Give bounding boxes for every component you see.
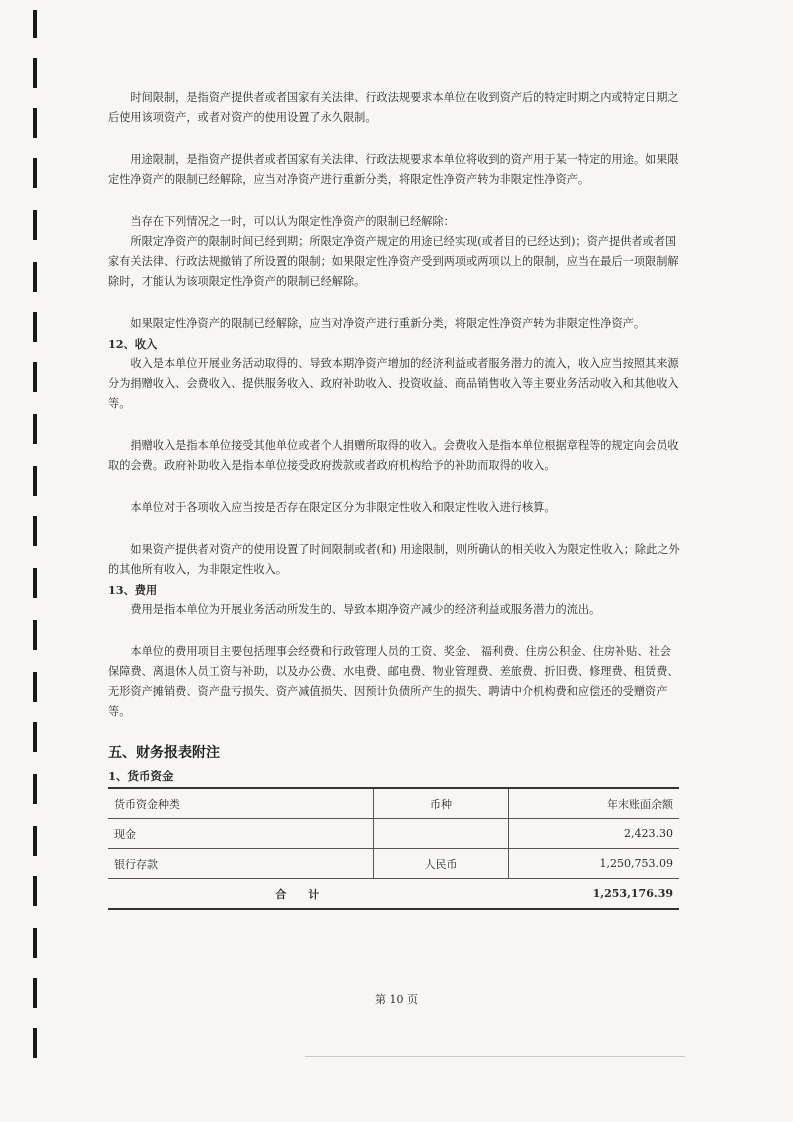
sub-title: 1、货币资金	[108, 769, 174, 783]
table-cell-balance: 1,250,753.09	[509, 849, 680, 879]
paragraph-reclassify: 如果限定性净资产的限制已经解除，应当对净资产进行重新分类，将限定性净资产转为非限定性净资产。	[130, 317, 646, 330]
binding-mark	[33, 210, 37, 240]
table-cell-type: 现金	[108, 819, 374, 849]
paragraph-time-limit: 时间限制，是指资产提供者或者国家有关法律、行政法规要求本单位在收到资产后的特定时期之内或特定日期之后使用该项资产，或者对资产的使用设置了永久限制。	[108, 91, 679, 124]
paragraph-expense-items: 本单位的费用项目主要包括理事会经费和行政管理人员的工资、奖金、 福利费、住房公积金、住房补贴、社会保障费、离退休人员工资与补助，以及办公费、水电费、邮电费、物业管理费、差旅费、折旧费、修理费、租赁费、无形资产摊销费、资产盘亏损失、资产减值损失、因预计负债所产生的损失、聘请中介机构费和应偿还的受赠资产等。	[108, 645, 679, 718]
paragraph-usage-limit: 用途限制，是指资产提供者或者国家有关法律、行政法规要求本单位将收到的资产用于某一特定的用途。如果限定性净资产的限制已经解除，应当对净资产进行重新分类，将限定性净资产转为非限定性净资产。	[108, 153, 679, 186]
paragraph-income-def: 收入是本单位开展业务活动取得的、导致本期净资产增加的经济利益或者服务潜力的流入，收入应当按照其来源分为捐赠收入、会费收入、提供服务收入、政府补助收入、投资收益、商品销售收入等主要业务活动收入和其他收入等。	[108, 357, 679, 410]
binding-mark	[33, 516, 37, 546]
table-row	[108, 849, 679, 879]
table-header-row	[108, 788, 679, 819]
paragraph-conditions-intro: 当存在下列情况之一时，可以认为限定性净资产的限制已经解除：	[130, 215, 455, 228]
paragraph-conditions: 所限定净资产的限制时间已经到期；所限定净资产规定的用途已经实现(或者目的已经达到)；资产提供者或者国家有关法律、行政法规撤销了所设置的限制；如果限定性净资产受到两项或两项以上的限制，应当在最后一项限制解除时，才能认为该项限定性净资产的限制已经解除。	[108, 235, 679, 288]
binding-mark	[33, 362, 37, 392]
section-title: 五、财务报表附注	[108, 745, 220, 761]
binding-mark	[33, 568, 37, 598]
binding-mark	[33, 108, 37, 138]
binding-mark	[33, 414, 37, 444]
binding-mark	[33, 928, 37, 958]
binding-mark	[33, 58, 37, 88]
binding-mark	[33, 262, 37, 292]
table-cell-type: 银行存款	[108, 849, 374, 879]
monetary-funds-table	[108, 787, 679, 910]
table-row	[108, 819, 679, 849]
binding-mark	[33, 10, 37, 38]
heading-expense: 13、费用	[108, 583, 158, 597]
table-cell-currency	[374, 819, 509, 849]
table-total-label: 合计	[108, 879, 509, 910]
page-number: 第 10 页	[375, 993, 418, 1006]
binding-mark	[33, 312, 37, 342]
table-header-type: 货币资金种类	[108, 788, 374, 819]
binding-mark	[33, 1028, 37, 1058]
paragraph-donation-income: 捐赠收入是指本单位接受其他单位或者个人捐赠所取得的收入。会费收入是指本单位根据章程等的规定向会员收取的会费。政府补助收入是指本单位接受政府拨款或者政府机构给予的补助而取得的收入。	[108, 439, 679, 472]
paragraph-income-classification: 本单位对于各项收入应当按是否存在限定区分为非限定性收入和限定性收入进行核算。	[130, 501, 556, 514]
table-total-value: 1,253,176.39	[509, 879, 680, 910]
table-header-currency: 币种	[374, 788, 509, 819]
footer-divider	[305, 1056, 685, 1057]
binding-mark	[33, 876, 37, 906]
table-total-row	[108, 879, 679, 910]
table-cell-currency: 人民币	[374, 849, 509, 879]
table-header-balance: 年末账面余额	[509, 788, 680, 819]
binding-mark	[33, 826, 37, 856]
binding-mark	[33, 158, 37, 188]
binding-mark	[33, 620, 37, 650]
binding-mark	[33, 672, 37, 702]
binding-mark	[33, 774, 37, 804]
paragraph-expense-def: 费用是指本单位为开展业务活动所发生的、导致本期净资产减少的经济利益或服务潜力的流出。	[130, 603, 601, 616]
binding-mark	[33, 722, 37, 752]
body-text	[108, 88, 680, 722]
paragraph-restricted-income: 如果资产提供者对资产的使用设置了时间限制或者(和) 用途限制，则所确认的相关收入为限定性收入；除此之外的其他所有收入，为非限定性收入。	[108, 543, 680, 576]
binding-mark	[33, 466, 37, 496]
heading-income: 12、收入	[108, 337, 158, 351]
table-cell-balance: 2,423.30	[509, 819, 680, 849]
